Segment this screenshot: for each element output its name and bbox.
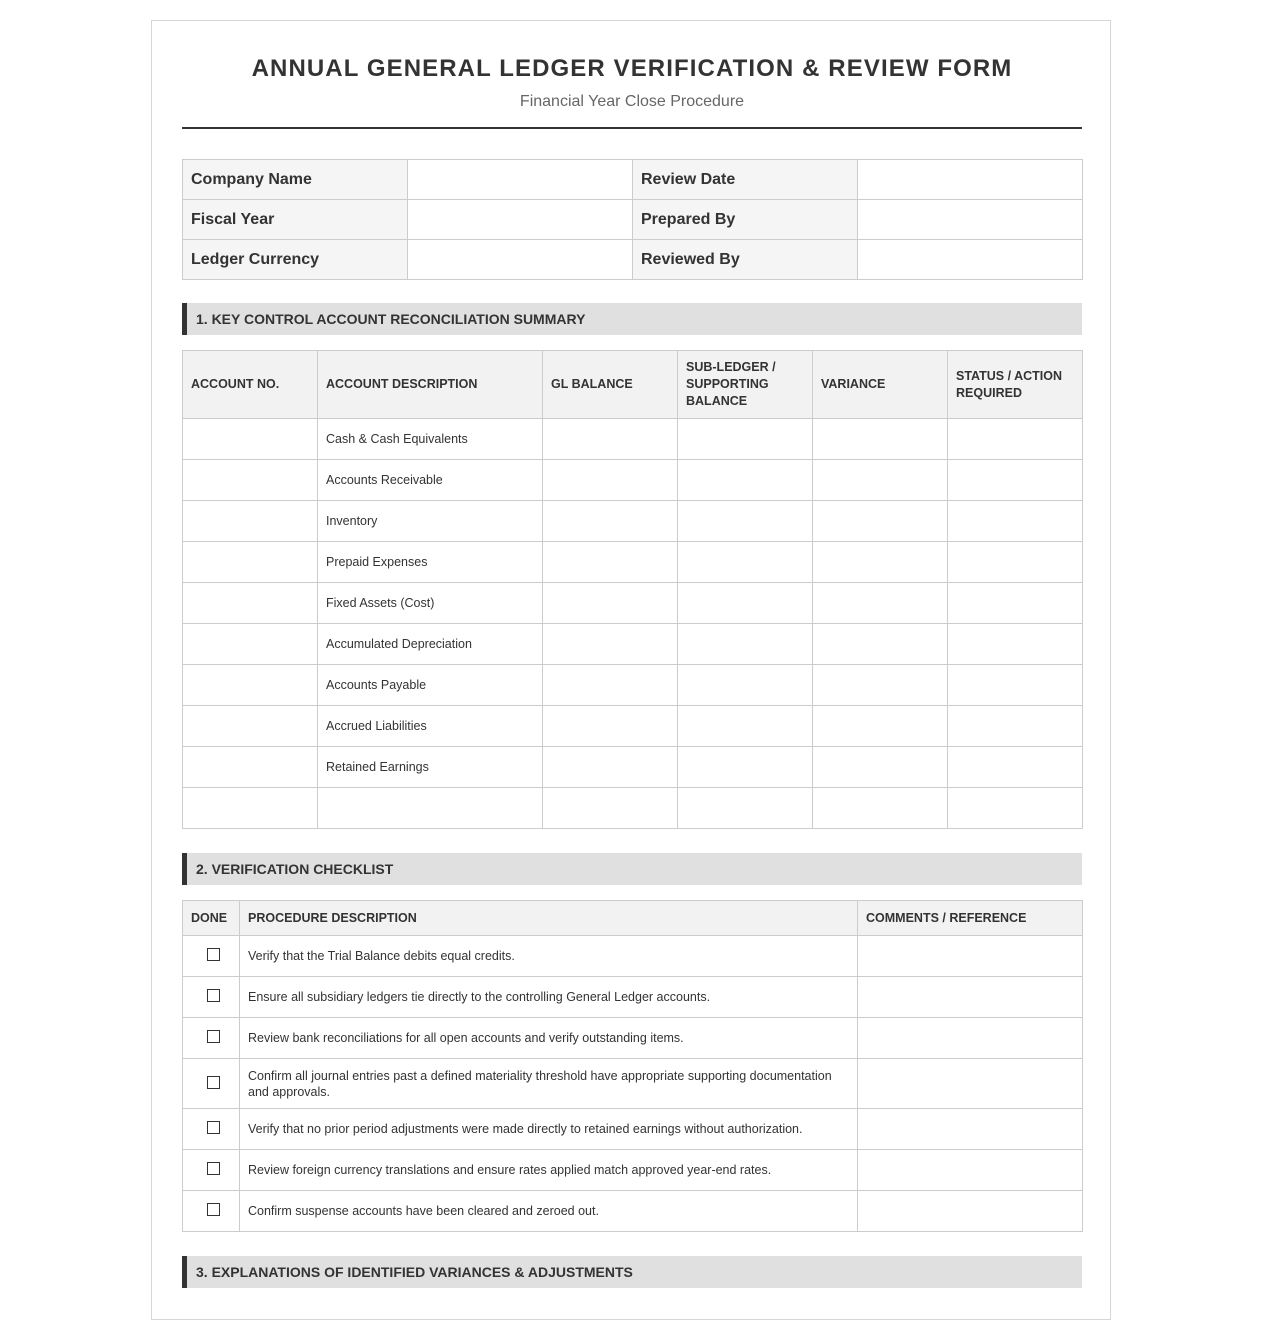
procedure-description: Review bank reconciliations for all open accounts and verify outstanding items.	[240, 1018, 858, 1059]
title-divider	[182, 127, 1082, 129]
form-subtitle: Financial Year Close Procedure	[519, 93, 745, 110]
col-comments-reference: COMMENTS / REFERENCE	[858, 901, 1083, 936]
table-row	[183, 542, 1083, 583]
col-sub-ledger-balance: SUB-LEDGER / SUPPORTING BALANCE	[678, 351, 813, 419]
sub-ledger-cell[interactable]	[678, 501, 813, 542]
checklist-row	[183, 977, 1083, 1018]
gl-balance-cell[interactable]	[543, 747, 678, 788]
variance-cell[interactable]	[813, 419, 948, 460]
comments-cell[interactable]	[858, 1109, 1083, 1150]
procedure-description: Confirm all journal entries past a defined materiality threshold have appropriate supporting documentation and approvals.	[240, 1059, 858, 1109]
procedure-description: Review foreign currency translations and ensure rates applied match approved year-end rates.	[240, 1150, 858, 1191]
sub-ledger-cell[interactable]	[678, 788, 813, 829]
status-cell[interactable]	[948, 788, 1083, 829]
info-row	[183, 160, 1083, 200]
status-cell[interactable]	[948, 501, 1083, 542]
company-info-table	[182, 159, 1083, 280]
procedure-description: Ensure all subsidiary ledgers tie directly to the controlling General Ledger accounts.	[240, 977, 858, 1018]
done-cell	[183, 977, 240, 1018]
status-cell[interactable]	[948, 747, 1083, 788]
done-cell	[183, 1150, 240, 1191]
company-name-field[interactable]	[408, 160, 633, 200]
table-row	[183, 706, 1083, 747]
sub-ledger-cell[interactable]	[678, 706, 813, 747]
section-2-heading: 2. VERIFICATION CHECKLIST	[182, 853, 1082, 885]
status-cell[interactable]	[948, 624, 1083, 665]
account-description-cell: Retained Earnings	[318, 747, 543, 788]
done-cell	[183, 1018, 240, 1059]
comments-cell[interactable]	[858, 1059, 1083, 1109]
checklist-row	[183, 1150, 1083, 1191]
done-checkbox[interactable]	[207, 1030, 220, 1043]
done-cell	[183, 1191, 240, 1232]
variance-cell[interactable]	[813, 624, 948, 665]
table-row	[183, 788, 1083, 829]
info-row	[183, 200, 1083, 240]
variance-cell[interactable]	[813, 788, 948, 829]
variance-cell[interactable]	[813, 706, 948, 747]
account-no-cell[interactable]	[183, 788, 318, 829]
variance-cell[interactable]	[813, 542, 948, 583]
account-no-cell[interactable]	[183, 624, 318, 665]
checklist-row	[183, 936, 1083, 977]
gl-balance-cell[interactable]	[543, 542, 678, 583]
done-checkbox[interactable]	[207, 1121, 220, 1134]
status-cell[interactable]	[948, 419, 1083, 460]
comments-cell[interactable]	[858, 977, 1083, 1018]
col-variance: VARIANCE	[813, 351, 948, 419]
procedure-description: Confirm suspense accounts have been cleared and zeroed out.	[240, 1191, 858, 1232]
account-description-cell: Accrued Liabilities	[318, 706, 543, 747]
variance-cell[interactable]	[813, 665, 948, 706]
account-no-cell[interactable]	[183, 665, 318, 706]
verification-checklist-table	[182, 900, 1083, 1232]
account-no-cell[interactable]	[183, 419, 318, 460]
checklist-row	[183, 1191, 1083, 1232]
prepared-by-field[interactable]	[858, 200, 1083, 240]
section-3-heading: 3. EXPLANATIONS OF IDENTIFIED VARIANCES & ADJUSTMENTS	[182, 1256, 1082, 1288]
account-no-cell[interactable]	[183, 542, 318, 583]
comments-cell[interactable]	[858, 1150, 1083, 1191]
reconciliation-header-row	[183, 351, 1083, 419]
account-no-cell[interactable]	[183, 747, 318, 788]
account-description-cell: Prepaid Expenses	[318, 542, 543, 583]
done-checkbox[interactable]	[207, 989, 220, 1002]
table-row	[183, 460, 1083, 501]
sub-ledger-cell[interactable]	[678, 542, 813, 583]
account-description-cell: Fixed Assets (Cost)	[318, 583, 543, 624]
status-cell[interactable]	[948, 583, 1083, 624]
variance-cell[interactable]	[813, 460, 948, 501]
checklist-row	[183, 1018, 1083, 1059]
reviewed-by-label: Reviewed By	[633, 240, 858, 280]
review-date-label: Review Date	[633, 160, 858, 200]
gl-balance-cell[interactable]	[543, 665, 678, 706]
account-description-cell[interactable]	[318, 788, 543, 829]
procedure-description: Verify that the Trial Balance debits equal credits.	[240, 936, 858, 977]
comments-cell[interactable]	[858, 936, 1083, 977]
status-cell[interactable]	[948, 706, 1083, 747]
done-cell	[183, 936, 240, 977]
gl-balance-cell[interactable]	[543, 583, 678, 624]
info-row	[183, 240, 1083, 280]
col-procedure-description: PROCEDURE DESCRIPTION	[240, 901, 858, 936]
ledger-currency-field[interactable]	[408, 240, 633, 280]
done-checkbox[interactable]	[207, 948, 220, 961]
col-status-action: STATUS / ACTION REQUIRED	[948, 351, 1083, 419]
reconciliation-table	[182, 350, 1083, 829]
status-cell[interactable]	[948, 665, 1083, 706]
section-1-heading: 1. KEY CONTROL ACCOUNT RECONCILIATION SUMMARY	[182, 303, 1082, 335]
gl-balance-cell[interactable]	[543, 419, 678, 460]
review-date-field[interactable]	[858, 160, 1083, 200]
sub-ledger-cell[interactable]	[678, 747, 813, 788]
done-cell	[183, 1059, 240, 1109]
table-row	[183, 583, 1083, 624]
col-account-no: ACCOUNT NO.	[183, 351, 318, 419]
prepared-by-label: Prepared By	[633, 200, 858, 240]
ledger-currency-label: Ledger Currency	[183, 240, 408, 280]
col-account-description: ACCOUNT DESCRIPTION	[318, 351, 543, 419]
account-description-cell: Accounts Receivable	[318, 460, 543, 501]
gl-balance-cell[interactable]	[543, 706, 678, 747]
table-row	[183, 665, 1083, 706]
done-cell	[183, 1109, 240, 1150]
variance-cell[interactable]	[813, 747, 948, 788]
col-gl-balance: GL BALANCE	[543, 351, 678, 419]
checklist-row	[183, 1059, 1083, 1109]
table-row	[183, 501, 1083, 542]
done-checkbox[interactable]	[207, 1076, 220, 1089]
gl-balance-cell[interactable]	[543, 460, 678, 501]
done-checkbox[interactable]	[207, 1203, 220, 1216]
gl-balance-cell[interactable]	[543, 788, 678, 829]
account-description-cell: Accounts Payable	[318, 665, 543, 706]
account-description-cell: Inventory	[318, 501, 543, 542]
table-row	[183, 419, 1083, 460]
procedure-description: Verify that no prior period adjustments were made directly to retained earnings without authorization.	[240, 1109, 858, 1150]
form-page	[151, 20, 1111, 1320]
done-checkbox[interactable]	[207, 1162, 220, 1175]
company-name-label: Company Name	[183, 160, 408, 200]
account-no-cell[interactable]	[183, 706, 318, 747]
variance-cell[interactable]	[813, 501, 948, 542]
account-description-cell: Cash & Cash Equivalents	[318, 419, 543, 460]
account-no-cell[interactable]	[183, 501, 318, 542]
sub-ledger-cell[interactable]	[678, 624, 813, 665]
table-row	[183, 624, 1083, 665]
sub-ledger-cell[interactable]	[678, 460, 813, 501]
comments-cell[interactable]	[858, 1018, 1083, 1059]
comments-cell[interactable]	[858, 1191, 1083, 1232]
col-done: DONE	[183, 901, 240, 936]
checklist-header-row	[183, 901, 1083, 936]
sub-ledger-cell[interactable]	[678, 419, 813, 460]
sub-ledger-cell[interactable]	[678, 665, 813, 706]
table-row	[183, 747, 1083, 788]
form-title: ANNUAL GENERAL LEDGER VERIFICATION & REVIEW FORM	[251, 55, 1013, 82]
status-cell[interactable]	[948, 460, 1083, 501]
gl-balance-cell[interactable]	[543, 624, 678, 665]
account-no-cell[interactable]	[183, 583, 318, 624]
account-description-cell: Accumulated Depreciation	[318, 624, 543, 665]
checklist-row	[183, 1109, 1083, 1150]
variance-cell[interactable]	[813, 583, 948, 624]
status-cell[interactable]	[948, 542, 1083, 583]
sub-ledger-cell[interactable]	[678, 583, 813, 624]
fiscal-year-field[interactable]	[408, 200, 633, 240]
reviewed-by-field[interactable]	[858, 240, 1083, 280]
gl-balance-cell[interactable]	[543, 501, 678, 542]
account-no-cell[interactable]	[183, 460, 318, 501]
fiscal-year-label: Fiscal Year	[183, 200, 408, 240]
